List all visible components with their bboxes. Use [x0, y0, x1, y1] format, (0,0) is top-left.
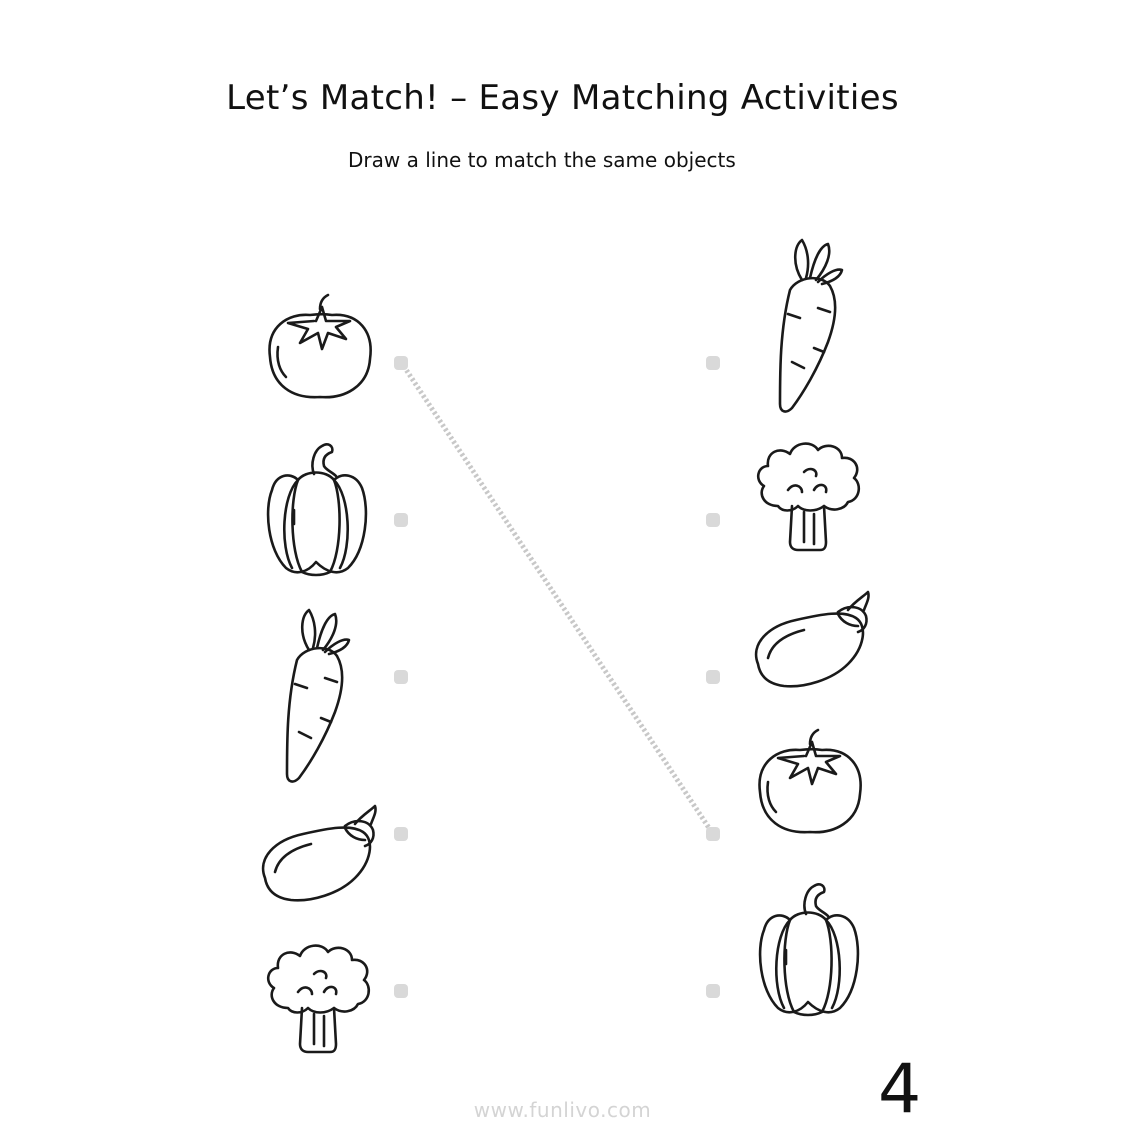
watermark: www.funlivo.com: [473, 1098, 652, 1122]
eggplant-icon: [756, 592, 868, 686]
right-dot[interactable]: [706, 513, 720, 527]
right-match-dots: [706, 356, 720, 998]
left-match-dots: [394, 356, 408, 998]
left-dot[interactable]: [394, 827, 408, 841]
left-dot[interactable]: [394, 984, 408, 998]
example-dotted-line: [401, 362, 713, 834]
tomato-icon: [760, 730, 861, 832]
right-column: [756, 240, 868, 1015]
eggplant-icon: [263, 806, 375, 900]
broccoli-icon: [268, 946, 369, 1052]
right-dot[interactable]: [706, 670, 720, 684]
left-column: [263, 295, 375, 1052]
worksheet-title: Let’s Match! – Easy Matching Activities: [226, 78, 899, 118]
left-dot[interactable]: [394, 670, 408, 684]
left-dot[interactable]: [394, 513, 408, 527]
right-dot[interactable]: [706, 356, 720, 370]
right-dot[interactable]: [706, 984, 720, 998]
page-number: 4: [878, 1050, 922, 1129]
carrot-icon: [287, 610, 349, 781]
worksheet-instruction: Draw a line to match the same objects: [348, 148, 736, 172]
bell-pepper-icon: [268, 444, 366, 575]
right-dot[interactable]: [706, 827, 720, 841]
tomato-icon: [270, 295, 371, 397]
left-dot[interactable]: [394, 356, 408, 370]
broccoli-icon: [758, 444, 859, 550]
bell-pepper-icon: [760, 884, 858, 1015]
carrot-icon: [780, 240, 842, 411]
